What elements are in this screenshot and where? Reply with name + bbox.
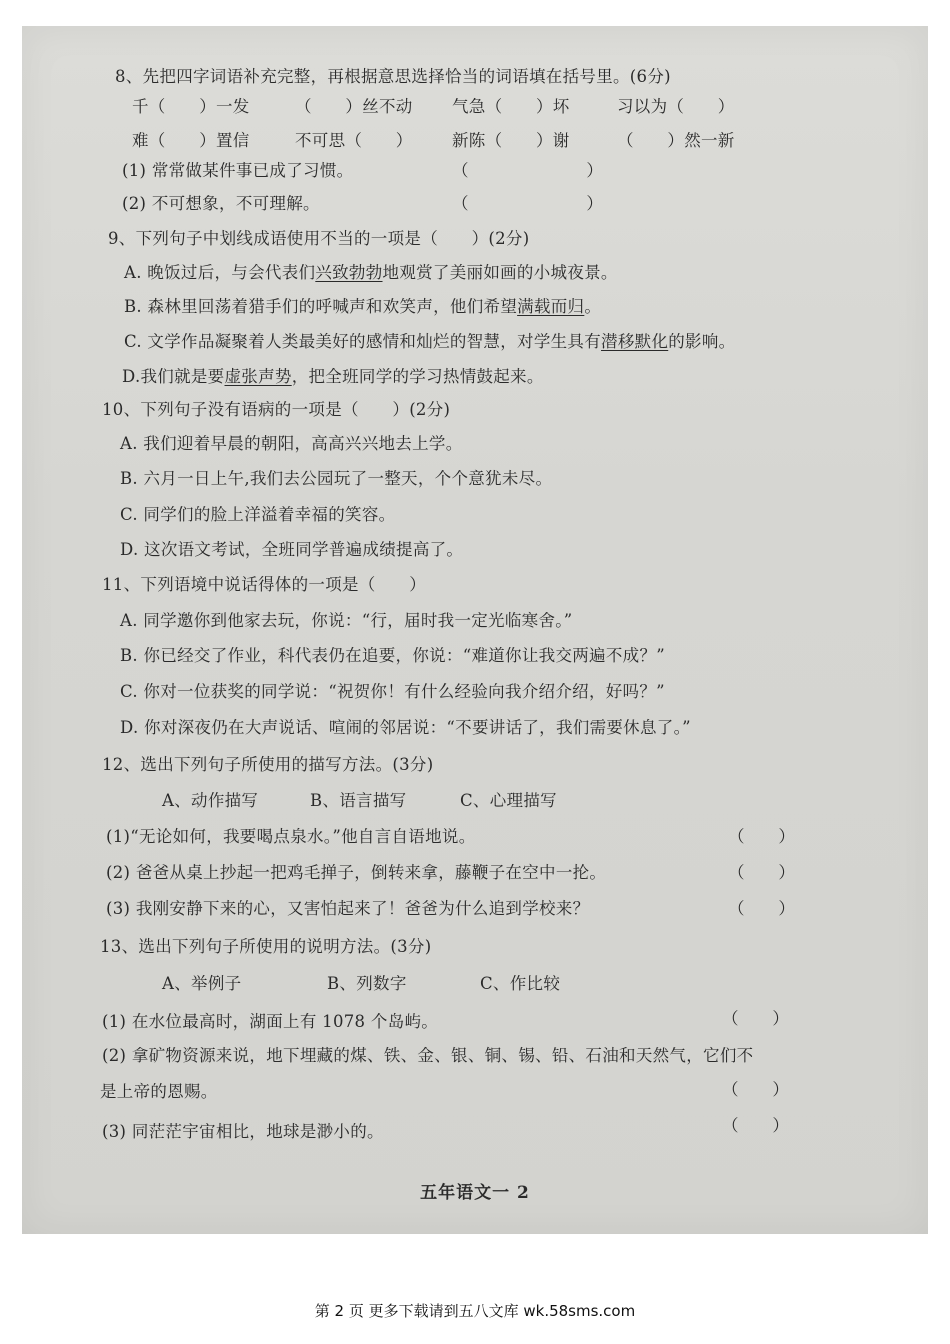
q13-sentence-2-cont: 是上帝的恩赐。 — [100, 1082, 218, 1101]
q8-idiom-7: 新陈（ ）谢 — [452, 131, 570, 150]
q9-option-c: C. 文学作品凝聚着人类最美好的感情和灿烂的智慧，对学生具有潜移默化的影响。 — [124, 332, 736, 351]
underlined-idiom: 满载而归 — [517, 297, 585, 316]
q13-blank-2: （ ） — [722, 1080, 790, 1099]
q13-choice-a: A、举例子 — [162, 974, 242, 993]
q8-idiom-2: （ ）丝不动 — [295, 97, 413, 116]
q9-option-a: A. 晚饭过后，与会代表们兴致勃勃地观赏了美丽如画的小城夜景。 — [124, 263, 618, 282]
q13-choice-c: C、作比较 — [480, 974, 561, 993]
q10-title: 10、下列句子没有语病的一项是（ ）(2分) — [102, 400, 451, 419]
underlined-idiom: 虚张声势 — [224, 367, 292, 386]
q8-idiom-6: 不可思（ ） — [295, 131, 413, 150]
q12-sentence-2: (2) 爸爸从桌上抄起一把鸡毛掸子，倒转来拿，藤鞭子在空中一抡。 — [106, 863, 607, 882]
q12-choice-c: C、心理描写 — [460, 791, 557, 810]
q12-choice-b: B、语言描写 — [310, 791, 407, 810]
q11-option-d: D. 你对深夜仍在大声说话、喧闹的邻居说：“不要讲话了，我们需要休息了。” — [120, 718, 691, 737]
q12-sentence-1: (1)“无论如何，我要喝点泉水。”他自言自语地说。 — [106, 827, 476, 846]
q10-option-b: B. 六月一日上午,我们去公园玩了一整天，个个意犹未尽。 — [120, 469, 553, 488]
q8-sub2: (2) 不可想象，不可理解。 — [122, 194, 320, 213]
q9-title: 9、下列句子中划线成语使用不当的一项是（ ）(2分) — [108, 229, 530, 248]
q13-title: 13、选出下列句子所使用的说明方法。(3分) — [100, 937, 432, 956]
download-caption: 第 2 页 更多下载请到五八文库 wk.58sms.com — [314, 1302, 636, 1320]
q11-option-a: A. 同学邀你到他家去玩，你说：“行，届时我一定光临寒舍。” — [120, 611, 573, 630]
q8-title: 8、先把四字词语补充完整，再根据意思选择恰当的词语填在括号里。(6分) — [115, 67, 671, 86]
q10-option-d: D. 这次语文考试，全班同学普遍成绩提高了。 — [120, 540, 464, 559]
page-footer-label: 五年语文一 2 — [420, 1183, 530, 1203]
q8-idiom-5: 难（ ）置信 — [132, 131, 250, 150]
q13-sentence-3: (3) 同茫茫宇宙相比，地球是渺小的。 — [102, 1122, 384, 1141]
q13-blank-3: （ ） — [722, 1116, 790, 1135]
q13-blank-1: （ ） — [722, 1009, 790, 1028]
q9-option-d: D.我们就是要虚张声势，把全班同学的学习热情鼓起来。 — [122, 367, 544, 386]
q12-blank-3: （ ） — [728, 899, 796, 918]
underlined-idiom: 潜移默化 — [601, 332, 669, 351]
q10-option-c: C. 同学们的脸上洋溢着幸福的笑容。 — [120, 505, 396, 524]
q8-idiom-3: 气急（ ）坏 — [452, 97, 570, 116]
q11-option-c: C. 你对一位获奖的同学说：“祝贺你！有什么经验向我介绍介绍，好吗？” — [120, 682, 665, 701]
q9-option-b: B. 森林里回荡着猎手们的呼喊声和欢笑声，他们希望满载而归。 — [124, 297, 602, 316]
q11-title: 11、下列语境中说话得体的一项是（ ） — [102, 575, 426, 594]
q13-sentence-2: (2) 拿矿物资源来说，地下埋藏的煤、铁、金、银、铜、锡、铅、石油和天然气，它们不 — [102, 1046, 754, 1065]
q8-sub1-blank: （ ） — [452, 161, 604, 180]
q13-sentence-1: (1) 在水位最高时，湖面上有 1078 个岛屿。 — [102, 1012, 439, 1031]
q12-choice-a: A、动作描写 — [162, 791, 259, 810]
underlined-idiom: 兴致勃勃 — [315, 263, 383, 282]
q12-blank-1: （ ） — [728, 827, 796, 846]
q12-blank-2: （ ） — [728, 863, 796, 882]
q12-title: 12、选出下列句子所使用的描写方法。(3分) — [102, 755, 434, 774]
q8-sub1: (1) 常常做某件事已成了习惯。 — [122, 161, 354, 180]
q8-sub2-blank: （ ） — [452, 194, 604, 213]
q8-idiom-8: （ ）然一新 — [617, 131, 735, 150]
scanned-exam-page — [22, 26, 928, 1234]
q12-sentence-3: (3) 我刚安静下来的心，又害怕起来了！爸爸为什么追到学校来？ — [106, 899, 590, 918]
q11-option-b: B. 你已经交了作业，科代表仍在追要，你说：“难道你让我交两遍不成？” — [120, 646, 665, 665]
q8-idiom-1: 千（ ）一发 — [132, 97, 250, 116]
q13-choice-b: B、列数字 — [327, 974, 407, 993]
q8-idiom-4: 习以为（ ） — [617, 97, 735, 116]
q10-option-a: A. 我们迎着早晨的朝阳，高高兴兴地去上学。 — [120, 434, 463, 453]
